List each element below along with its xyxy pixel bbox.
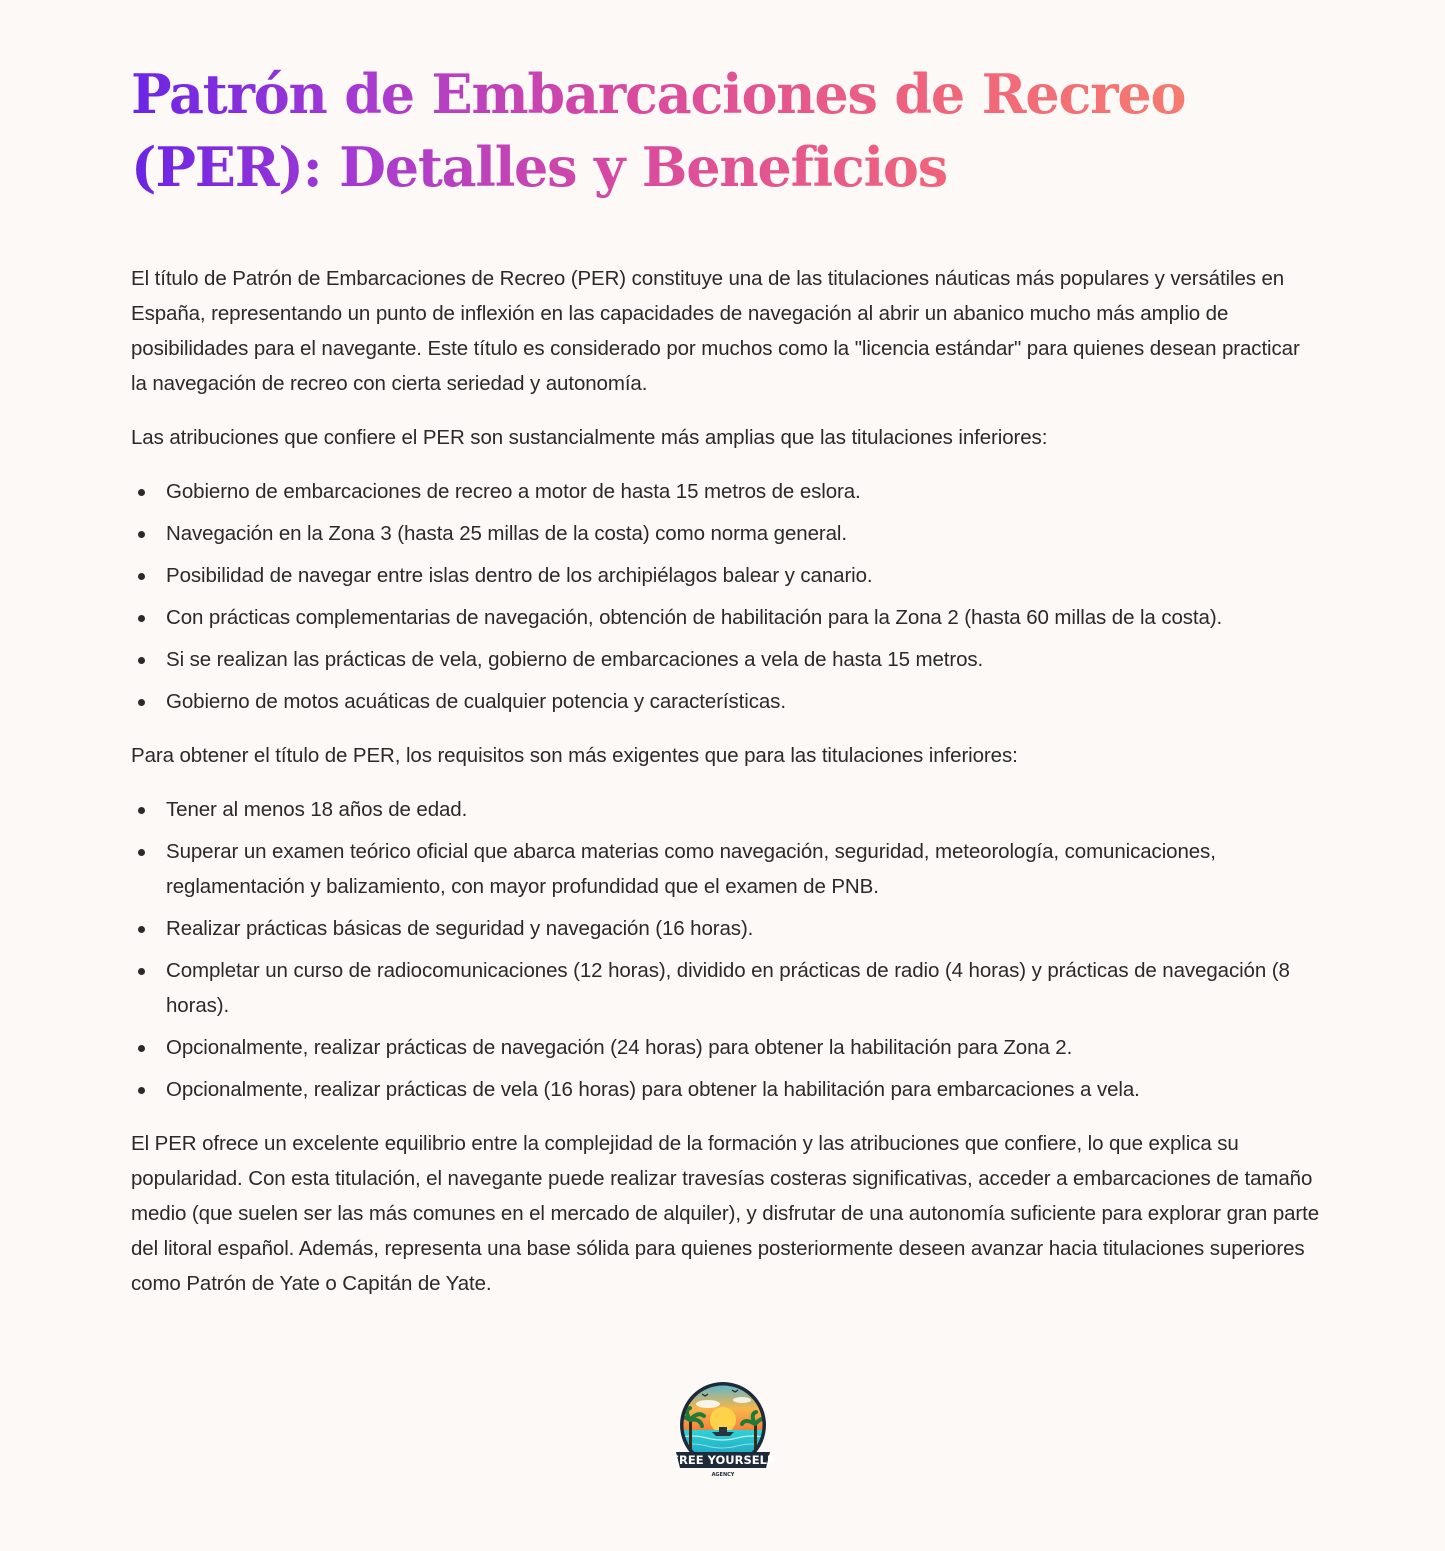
page-title: Patrón de Embarcaciones de Recreo (PER): Detalles y Beneficios bbox=[131, 58, 1321, 204]
list-item: Navegación en la Zona 3 (hasta 25 millas de la costa) como norma general. bbox=[166, 516, 1321, 551]
list-item: Superar un examen teórico oficial que abarca materias como navegación, seguridad, meteorología, comunicaciones, reglamentación y balizamiento, con mayor profundidad que el examen de PNB. bbox=[166, 834, 1321, 904]
list-item: Posibilidad de navegar entre islas dentro de los archipiélagos balear y canario. bbox=[166, 558, 1321, 593]
list-item: Opcionalmente, realizar prácticas de navegación (24 horas) para obtener la habilitación para Zona 2. bbox=[166, 1030, 1321, 1065]
logo-text-main: FREE YOURSELF bbox=[672, 1453, 774, 1467]
logo-text-sub: AGENCY bbox=[711, 1472, 735, 1478]
article-body bbox=[131, 261, 1321, 1301]
list-item: Gobierno de motos acuáticas de cualquier potencia y características. bbox=[166, 684, 1321, 719]
conclusion-paragraph: El PER ofrece un excelente equilibrio entre la complejidad de la formación y las atribuciones que confiere, lo que explica su popularidad. Con esta titulación, el navegante puede realizar travesías costeras significativas, acceder a embarcaciones de tamaño medio (que suelen ser las más comunes en el mercado de alquiler), y disfrutar de una autonomía suficiente para explorar gran parte del litoral español. Además, representa una base sólida para quienes posteriormente deseen avanzar hacia titulaciones superiores como Patrón de Yate o Capitán de Yate. bbox=[131, 1132, 1320, 1295]
requisitos-lead: Para obtener el título de PER, los requisitos son más exigentes que para las titulaciones inferiores: bbox=[131, 744, 1018, 767]
atribuciones-lead: Las atribuciones que confiere el PER son sustancialmente más amplias que las titulaciones inferiores: bbox=[131, 426, 1048, 449]
list-item: Opcionalmente, realizar prácticas de vela (16 horas) para obtener la habilitación para embarcaciones a vela. bbox=[166, 1072, 1321, 1107]
atribuciones-list bbox=[131, 474, 1321, 719]
intro-paragraph: El título de Patrón de Embarcaciones de Recreo (PER) constituye una de las titulaciones náuticas más populares y versátiles en España, representando un punto de inflexión en las capacidades de navegación al abrir un abanico mucho más amplio de posibilidades para el navegante. Este título es considerado por muchos como la "licencia estándar" para quienes desean practicar la navegación de recreo con cierta seriedad y autonomía. bbox=[131, 267, 1300, 395]
free-yourself-agency-logo[interactable] bbox=[672, 1380, 774, 1480]
list-item: Si se realizan las prácticas de vela, gobierno de embarcaciones a vela de hasta 15 metros. bbox=[166, 642, 1321, 677]
list-item: Tener al menos 18 años de edad. bbox=[166, 792, 1321, 827]
beach-sunset-logo-icon bbox=[672, 1380, 774, 1480]
list-item: Realizar prácticas básicas de seguridad y navegación (16 horas). bbox=[166, 911, 1321, 946]
requisitos-list bbox=[131, 792, 1321, 1107]
article bbox=[131, 58, 1321, 1320]
list-item: Gobierno de embarcaciones de recreo a motor de hasta 15 metros de eslora. bbox=[166, 474, 1321, 509]
list-item: Completar un curso de radiocomunicaciones (12 horas), dividido en prácticas de radio (4 horas) y prácticas de navegación (8 horas). bbox=[166, 953, 1321, 1023]
list-item: Con prácticas complementarias de navegación, obtención de habilitación para la Zona 2 (hasta 60 millas de la costa). bbox=[166, 600, 1321, 635]
